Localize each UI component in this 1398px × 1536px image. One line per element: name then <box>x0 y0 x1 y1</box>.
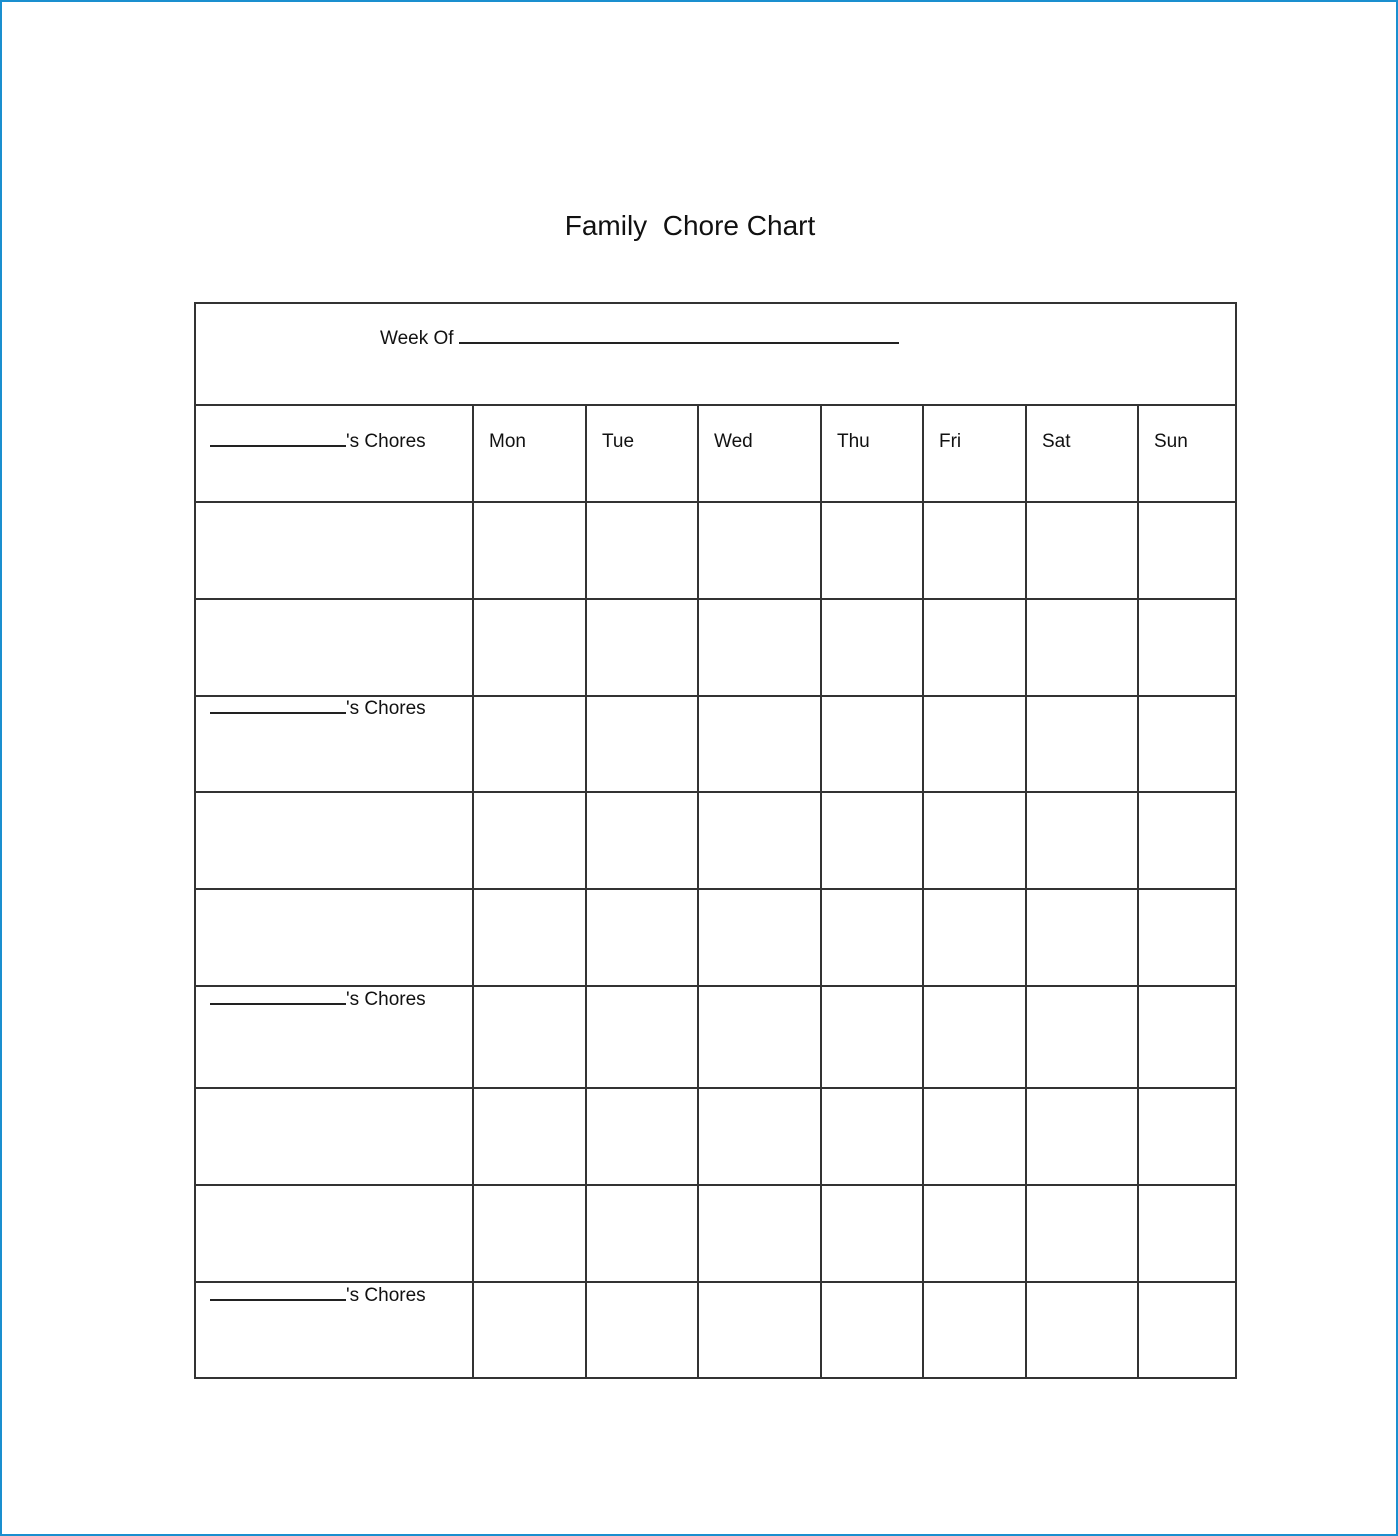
chores-header-label: 's Chores <box>346 431 426 452</box>
name-blank[interactable] <box>210 1298 346 1301</box>
day-header-thu: Thu <box>837 431 870 452</box>
day-header-sun: Sun <box>1154 431 1188 452</box>
row-divider <box>194 888 1237 890</box>
row-divider <box>194 501 1237 503</box>
row-divider <box>194 695 1237 697</box>
day-header-fri: Fri <box>939 431 962 452</box>
column-divider <box>585 404 587 1379</box>
chores-header-cell <box>210 431 426 453</box>
section-label-text: 's Chores <box>346 989 426 1010</box>
column-divider <box>820 404 822 1379</box>
row-divider <box>194 598 1237 600</box>
section-label-text: 's Chores <box>346 698 426 719</box>
name-blank[interactable] <box>210 711 346 714</box>
row-divider <box>194 1281 1237 1283</box>
name-blank[interactable] <box>210 444 346 447</box>
day-header-mon: Mon <box>489 431 526 452</box>
section-label-4 <box>210 1285 426 1307</box>
week-of-label: Week Of <box>380 328 454 349</box>
week-of-blank[interactable] <box>459 341 899 344</box>
name-blank[interactable] <box>210 1002 346 1005</box>
section-label-2 <box>210 698 426 720</box>
column-divider <box>697 404 699 1379</box>
row-divider <box>194 1087 1237 1089</box>
row-divider <box>194 1184 1237 1186</box>
page-title: Family Chore Chart <box>564 210 816 241</box>
row-divider <box>194 404 1237 406</box>
column-divider <box>1025 404 1027 1379</box>
row-divider <box>194 985 1237 987</box>
day-header-tue: Tue <box>602 431 635 452</box>
week-of-field[interactable] <box>380 328 899 350</box>
day-header-wed: Wed <box>714 431 753 452</box>
column-divider <box>1137 404 1139 1379</box>
day-header-sat: Sat <box>1042 431 1071 452</box>
chore-chart-table <box>194 302 1237 1379</box>
section-label-text: 's Chores <box>346 1285 426 1306</box>
section-label-3 <box>210 989 426 1011</box>
row-divider <box>194 791 1237 793</box>
column-divider <box>922 404 924 1379</box>
column-divider <box>472 404 474 1379</box>
